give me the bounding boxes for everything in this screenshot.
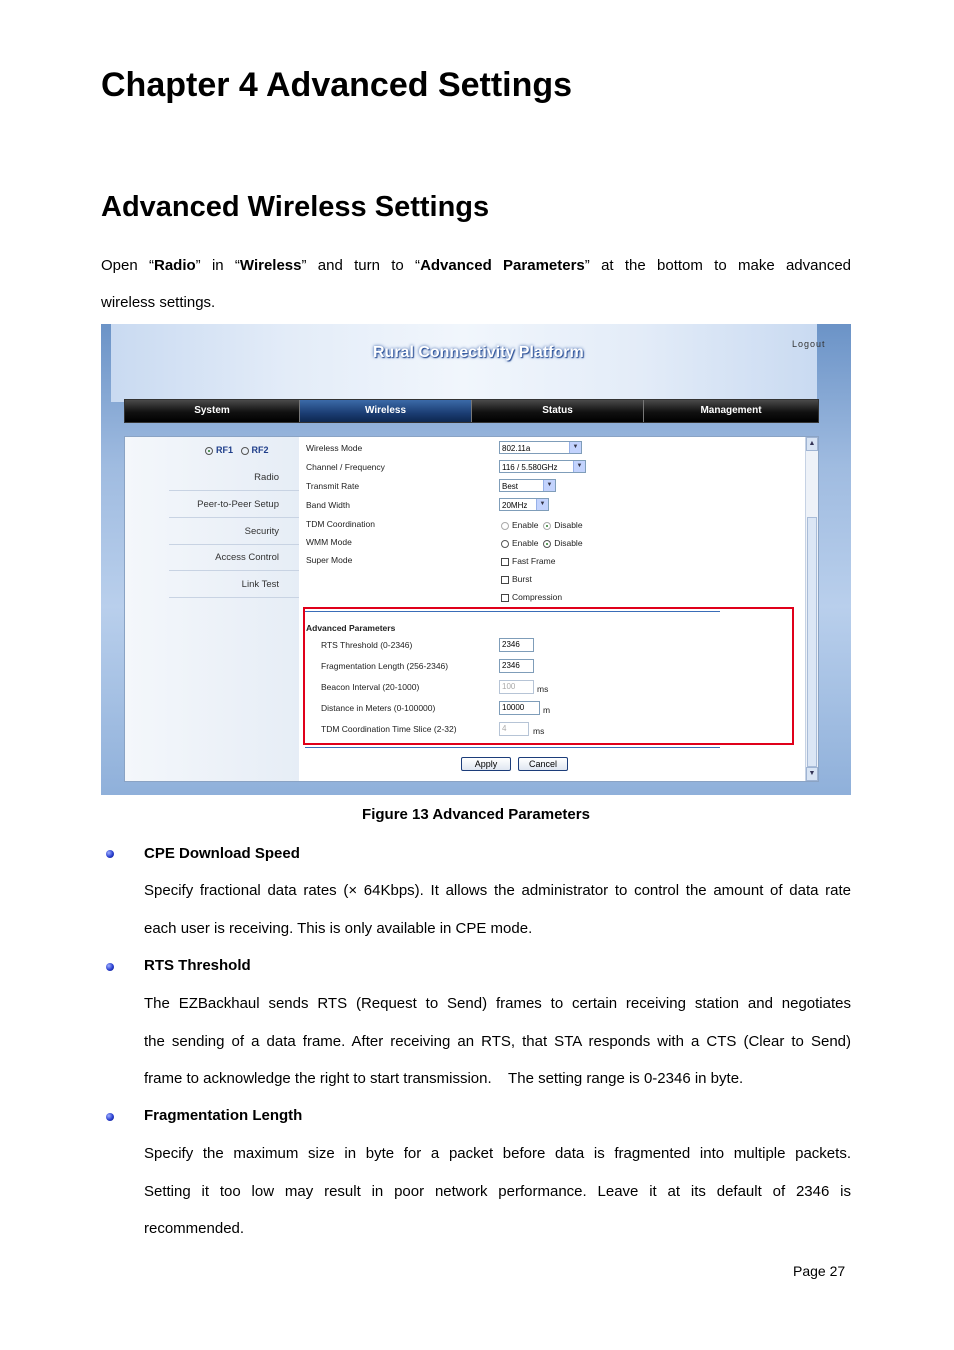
wmm-disable-label: Disable	[554, 538, 583, 548]
chevron-down-icon: ▼	[536, 499, 548, 510]
tdm-slice-label: TDM Coordination Time Slice (2-32)	[321, 724, 457, 734]
compression-option	[501, 592, 562, 602]
scroll-down-icon[interactable]: ▼	[806, 767, 818, 781]
burst-checkbox[interactable]	[501, 576, 509, 584]
sidebar-item-security[interactable]: Security	[169, 519, 299, 545]
apply-button[interactable]: Apply	[461, 757, 511, 771]
tab-wireless[interactable]: Wireless	[300, 400, 472, 422]
item-body	[144, 872, 851, 947]
rts-input[interactable]: 2346	[499, 638, 534, 652]
main-nav	[124, 399, 819, 423]
transmit-rate-select[interactable]	[499, 479, 556, 492]
channel-select[interactable]	[499, 460, 586, 473]
bullet-icon	[106, 963, 114, 971]
item-line: Specify fractional data rates (× 64Kbps). It allows the administrator to control the amount of data rate	[144, 882, 851, 899]
distance-unit: m	[543, 705, 551, 715]
compression-label: Compression	[512, 592, 563, 602]
chevron-down-icon: ▼	[569, 442, 581, 453]
tdm-label: TDM Coordination	[306, 519, 375, 529]
item-line: the sending of a data frame. After receiving an RTS, that STA responds with a CTS (Clear to Send)	[144, 1032, 851, 1050]
intro-text: Open “	[101, 257, 154, 274]
item-line: recommended.	[144, 1220, 245, 1237]
rf2-label: RF2	[251, 445, 269, 455]
tdm-slice-unit: ms	[533, 726, 545, 736]
intro-bold-wireless: Wireless	[239, 257, 302, 274]
rf1-label: RF1	[216, 445, 234, 455]
rf1-radio[interactable]	[205, 447, 213, 455]
wmm-radios	[501, 538, 583, 548]
frag-label: Fragmentation Length (256-2346)	[321, 661, 449, 671]
intro-text: ” in “	[195, 257, 240, 274]
wmm-disable-radio[interactable]	[543, 540, 551, 548]
item-line: each user is receiving. This is only available in CPE mode.	[144, 919, 533, 937]
beacon-input[interactable]: 100	[499, 680, 534, 694]
cancel-button[interactable]: Cancel	[518, 757, 568, 771]
figure-caption: Figure 13 Advanced Parameters	[362, 806, 590, 823]
band-width-value: 20MHz	[502, 501, 528, 510]
wireless-mode-value: 802.11a	[502, 444, 531, 453]
banner	[111, 324, 826, 402]
sidebar-item-peer-to-peer[interactable]: Peer-to-Peer Setup	[169, 492, 299, 518]
rf-selector	[205, 445, 269, 455]
chevron-down-icon: ▼	[573, 461, 585, 472]
burst-label: Burst	[512, 574, 532, 584]
settings-panel	[124, 436, 819, 782]
section-title: Advanced Wireless Settings	[101, 191, 490, 223]
sidebar-item-radio[interactable]: Radio	[169, 465, 299, 491]
bullet-icon	[106, 1113, 114, 1121]
intro-bold-radio: Radio	[153, 257, 196, 274]
super-mode-label: Super Mode	[306, 555, 353, 565]
tdm-enable-label: Enable	[512, 520, 539, 530]
sidebar	[125, 437, 299, 781]
intro-text: ” at the bottom to make advanced	[584, 257, 852, 274]
channel-value: 116 / 5.580GHz	[502, 463, 558, 472]
wmm-enable-radio[interactable]	[501, 540, 509, 548]
intro-paragraph-line1	[101, 247, 851, 284]
screenshot-figure	[101, 324, 851, 795]
compression-checkbox[interactable]	[501, 594, 509, 602]
platform-title: Rural Connectivity Platform	[373, 344, 584, 361]
scroll-up-icon[interactable]: ▲	[806, 437, 818, 451]
tab-system[interactable]: System	[125, 400, 300, 422]
distance-label: Distance in Meters (0-100000)	[321, 703, 436, 713]
sidebar-item-access-control[interactable]: Access Control	[169, 545, 299, 571]
wireless-mode-label: Wireless Mode	[306, 443, 363, 453]
transmit-rate-value: Best	[502, 482, 519, 491]
item-title: Fragmentation Length	[144, 1107, 303, 1124]
beacon-label: Beacon Interval (20-1000)	[321, 682, 420, 692]
item-body	[144, 985, 851, 1098]
rts-label: RTS Threshold (0-2346)	[321, 640, 413, 650]
tdm-slice-input[interactable]: 4	[499, 722, 529, 736]
wmm-label: WMM Mode	[306, 537, 352, 547]
distance-input[interactable]: 10000	[499, 701, 540, 715]
item-line: Setting it too low may result in poor network performance. Leave it at its default of 2346 is	[144, 1182, 851, 1200]
item-title: CPE Download Speed	[144, 845, 300, 862]
tab-status[interactable]: Status	[472, 400, 644, 422]
intro-bold-advanced: Advanced Parameters	[420, 257, 585, 274]
item-line: frame to acknowledge the right to start transmission. The setting range is 0-2346 in byte.	[144, 1070, 744, 1087]
item-body	[144, 1135, 851, 1248]
scroll-thumb[interactable]	[807, 517, 817, 767]
logout-link[interactable]: Logout	[792, 339, 826, 349]
sidebar-item-link-test[interactable]: Link Test	[169, 572, 299, 598]
transmit-rate-label: Transmit Rate	[306, 481, 360, 491]
advanced-heading: Advanced Parameters	[306, 623, 396, 633]
band-width-label: Band Width	[306, 500, 350, 510]
fast-frame-option	[501, 556, 555, 566]
wireless-mode-select[interactable]	[499, 441, 582, 454]
item-title: RTS Threshold	[144, 957, 251, 974]
bullet-icon	[106, 850, 114, 858]
frag-input[interactable]: 2346	[499, 659, 534, 673]
fast-frame-checkbox[interactable]	[501, 558, 509, 566]
item-line: The EZBackhaul sends RTS (Request to Send) frames to certain receiving station and negotiates	[144, 995, 851, 1012]
channel-label: Channel / Frequency	[306, 462, 385, 472]
tdm-enable-radio[interactable]	[501, 522, 509, 530]
beacon-unit: ms	[537, 684, 549, 694]
scrollbar[interactable]	[805, 437, 818, 781]
intro-text: ” and turn to “	[301, 257, 421, 274]
tdm-radios	[501, 520, 583, 530]
page-number: Page 27	[793, 1263, 846, 1279]
tab-management[interactable]: Management	[700, 405, 762, 416]
tdm-disable-label: Disable	[554, 520, 583, 530]
item-line: Specify the maximum size in byte for a packet before data is fragmented into multiple packets.	[144, 1145, 851, 1162]
burst-option	[501, 574, 532, 584]
band-width-select[interactable]	[499, 498, 549, 511]
chapter-title: Chapter 4 Advanced Settings	[101, 66, 573, 104]
highlight-box	[303, 607, 794, 745]
fast-frame-label: Fast Frame	[512, 556, 556, 566]
chevron-down-icon: ▼	[543, 480, 555, 491]
divider	[305, 747, 720, 748]
wmm-enable-label: Enable	[512, 538, 539, 548]
tdm-disable-radio[interactable]	[543, 522, 551, 530]
rf2-radio[interactable]	[241, 447, 249, 455]
intro-paragraph-line2: wireless settings.	[101, 294, 216, 311]
